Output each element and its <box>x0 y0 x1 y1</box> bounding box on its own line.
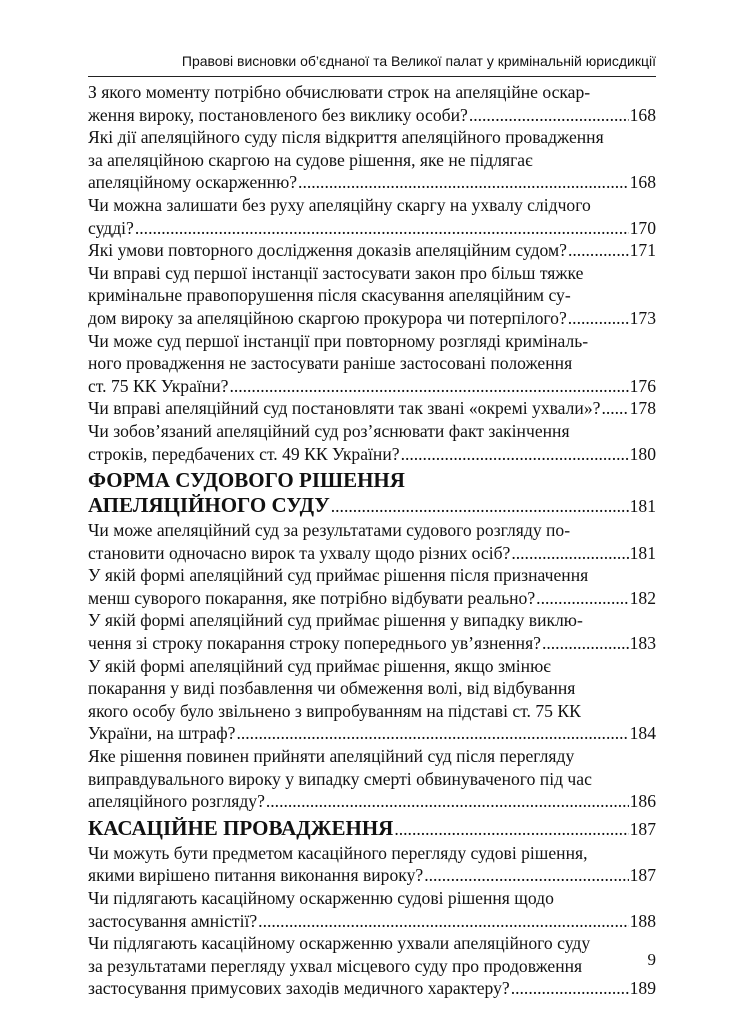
toc-entry-line: ФОРМА СУДОВОГО РІШЕННЯ <box>88 468 405 493</box>
toc-page-number: 168 <box>629 172 656 193</box>
toc-page-number: 187 <box>629 818 656 839</box>
dot-leader <box>266 790 629 813</box>
toc-entry-line: ження вироку, постановленого без виклику особи? <box>88 104 468 125</box>
toc-entry[interactable] <box>88 194 656 239</box>
toc-entry-line: Які дії апеляційного суду після відкриття апеляційного провадження <box>88 127 604 148</box>
toc-entry-line: застосування примусових заходів медичного характеру? <box>88 978 510 999</box>
toc-entry-line: Які умови повторного дослідження доказів апеляційним судом? <box>88 240 567 261</box>
toc-entry[interactable] <box>88 655 656 745</box>
toc-entry-line: Чи може суд першої інстанції при повторному розгляді криміналь- <box>88 330 589 351</box>
toc-entry-last-line <box>88 217 656 240</box>
toc-entry-line: України, на штраф? <box>88 723 236 744</box>
toc-entry-line: Чи можуть бути предметом касаційного перегляду судові рішення, <box>88 842 588 863</box>
dot-leader <box>394 817 628 842</box>
toc-entry-line: З якого моменту потрібно обчислювати строк на апеляційне оскар- <box>88 82 591 102</box>
toc-entry-line: якими вирішено питання виконання вироку? <box>88 865 424 886</box>
toc-entry[interactable] <box>88 420 656 465</box>
toc-page-number: 189 <box>629 978 656 999</box>
toc-entry[interactable] <box>88 932 656 1000</box>
toc-entry-line: ного провадження не застосувати раніше застосовані положення <box>88 353 573 374</box>
dot-leader <box>542 632 629 655</box>
dot-leader <box>424 864 628 887</box>
toc-entry-line: Чи вправі апеляційний суд постановляти так звані «окремі ухвали»? <box>88 398 601 419</box>
toc-page-number: 182 <box>629 587 656 608</box>
toc-page-number: 168 <box>629 104 656 125</box>
dot-leader <box>258 910 628 933</box>
toc-entry-line: У якій формі апеляційний суд приймає рішення, якщо змінює <box>88 655 551 676</box>
toc-entry-last-line <box>88 587 656 610</box>
toc-entry-line: Яке рішення повинен прийняти апеляційний суд після перегляду <box>88 746 575 767</box>
dot-leader <box>601 397 628 420</box>
toc-page-number: 178 <box>629 398 656 419</box>
toc-page-number: 181 <box>629 496 656 517</box>
dot-leader <box>135 217 629 240</box>
toc-entry-line: за апеляційною скаргою на судове рішення, яке не підлягає <box>88 149 533 170</box>
toc-entry-line: Чи може апеляційний суд за результатами судового розгляду по- <box>88 520 571 541</box>
toc-entry-line: дом вироку за апеляційною скаргою прокурора чи потерпілого? <box>88 307 567 328</box>
toc-entry-line: апеляційного розгляду? <box>88 791 265 812</box>
table-of-contents <box>88 81 656 1000</box>
toc-entry[interactable] <box>88 887 656 932</box>
toc-page-number: 180 <box>629 443 656 464</box>
toc-entry-last-line <box>88 542 656 565</box>
toc-entry-last-line <box>88 171 656 194</box>
toc-page-number: 181 <box>629 542 656 563</box>
toc-entry-last-line <box>88 910 656 933</box>
dot-leader <box>469 104 629 127</box>
toc-page-number: 186 <box>629 791 656 812</box>
toc-entry-last-line <box>88 977 656 1000</box>
dot-leader <box>568 307 629 330</box>
toc-entry[interactable] <box>88 330 656 398</box>
toc-entry[interactable] <box>88 745 656 813</box>
toc-entry-line: Чи підлягають касаційному оскарженню ухвали апеляційного суду <box>88 933 591 954</box>
dot-leader <box>236 722 628 745</box>
dot-leader <box>511 542 628 565</box>
toc-entry-line: Чи підлягають касаційному оскарженню судові рішення щодо <box>88 888 554 908</box>
toc-page-number: 184 <box>629 723 656 744</box>
toc-entry-last-line <box>88 632 656 655</box>
toc-entry-last-line <box>88 864 656 887</box>
running-header: Правові висновки об’єднаної та Великої палат у кримінальній юрисдикції <box>181 53 656 69</box>
dot-leader <box>511 977 629 1000</box>
toc-entry[interactable] <box>88 397 656 420</box>
toc-entry-line: У якій формі апеляційний суд приймає рішення після призначення <box>88 565 589 586</box>
toc-section-heading[interactable] <box>88 468 656 519</box>
toc-entry[interactable] <box>88 609 656 654</box>
toc-entry-line: за результатами перегляду ухвал місцевого суду про продовження <box>88 955 583 976</box>
toc-entry-last-line <box>88 104 656 127</box>
toc-entry-last-line <box>88 397 656 420</box>
toc-entry-line: АПЕЛЯЦІЙНОГО СУДУ <box>88 493 330 518</box>
toc-entry[interactable] <box>88 519 656 564</box>
toc-entry-line: кримінальне правопорушення після скасування апеляційним су- <box>88 285 571 306</box>
toc-entry-line: чення зі строку покарання строку попереднього ув’язнення? <box>88 633 541 654</box>
toc-page-number: 170 <box>629 217 656 238</box>
toc-entry-line: Чи можна залишати без руху апеляційну скаргу на ухвалу слідчого <box>88 194 591 215</box>
toc-entry-last-line <box>88 790 656 813</box>
toc-entry-last-line <box>88 375 656 398</box>
toc-entry-line: Чи вправі суд першої інстанції застосувати закон про більш тяжке <box>88 262 584 283</box>
toc-entry-line: становити одночасно вирок та ухвалу щодо різних осіб? <box>88 542 511 563</box>
toc-page-number: 187 <box>629 865 656 886</box>
toc-entry-line: покарання у виді позбавлення чи обмеження волі, від відбування <box>88 678 576 699</box>
toc-entry-last-line <box>88 443 656 466</box>
dot-leader <box>298 171 629 194</box>
toc-entry-line: Чи зобов’язаний апеляційний суд роз’яснювати факт закінчення <box>88 420 570 441</box>
dot-leader <box>331 494 629 519</box>
dot-leader <box>536 587 628 610</box>
toc-entry-line: якого особу було звільнено з випробуванням на підставі ст. 75 КК <box>88 700 581 721</box>
toc-page-number: 183 <box>629 633 656 654</box>
toc-page-number: 171 <box>629 240 656 261</box>
header-rule <box>88 76 656 77</box>
toc-entry[interactable] <box>88 239 656 262</box>
toc-entry[interactable] <box>88 564 656 609</box>
toc-entry-last-line <box>88 493 656 519</box>
dot-leader <box>401 443 629 466</box>
toc-entry-line: ст. 75 КК України? <box>88 375 229 396</box>
toc-page-number: 173 <box>629 307 656 328</box>
toc-entry-last-line <box>88 722 656 745</box>
toc-entry-line: У якій формі апеляційний суд приймає рішення у випадку виклю- <box>88 610 583 631</box>
toc-entry-last-line <box>88 239 656 262</box>
toc-entry-line: виправдувального вироку у випадку смерті обвинуваченого під час <box>88 768 592 789</box>
toc-entry-line: апеляційному оскарженню? <box>88 172 298 193</box>
toc-entry-line: КАСАЦІЙНЕ ПРОВАДЖЕННЯ <box>88 815 394 840</box>
toc-page-number: 176 <box>629 375 656 396</box>
toc-section-heading[interactable] <box>88 816 656 842</box>
page-number: 9 <box>647 950 656 969</box>
toc-entry-last-line <box>88 816 656 842</box>
toc-entry-last-line <box>88 307 656 330</box>
toc-entry[interactable] <box>88 842 656 887</box>
toc-entry[interactable] <box>88 126 656 194</box>
toc-page-number: 188 <box>629 910 656 931</box>
toc-entry[interactable] <box>88 262 656 330</box>
toc-entry-line: строків, передбачених ст. 49 КК України? <box>88 443 400 464</box>
dot-leader <box>568 239 629 262</box>
dot-leader <box>229 375 628 398</box>
toc-entry-line: судді? <box>88 217 134 238</box>
toc-entry-line: застосування амністії? <box>88 910 258 931</box>
toc-entry-line: менш суворого покарання, яке потрібно відбувати реально? <box>88 587 536 608</box>
toc-entry[interactable] <box>88 81 656 126</box>
